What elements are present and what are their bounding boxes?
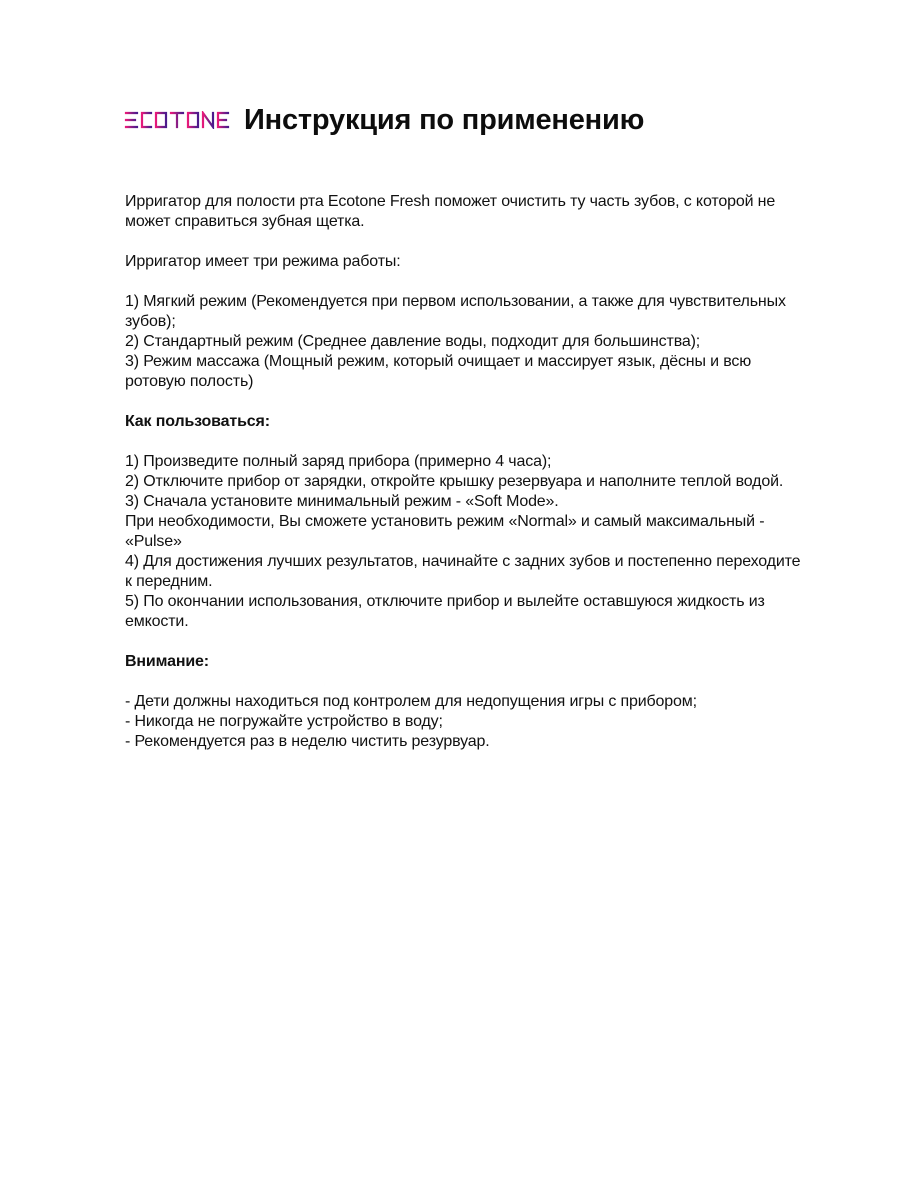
usage-step: 1) Произведите полный заряд прибора (примерно 4 часа); (125, 453, 552, 470)
usage-step: 5) По окончании использования, отключите прибор и вылейте оставшуюся жидкость из емкости. (125, 593, 765, 630)
intro-paragraph: Ирригатор для полости рта Ecotone Fresh поможет очистить ту часть зубов, с которой не может справиться зубная щетка. (125, 193, 776, 230)
modes-intro: Ирригатор имеет три режима работы: (125, 253, 401, 270)
usage-step: 4) Для достижения лучших результатов, начинайте с задних зубов и постепенно переходите к передним. (125, 553, 801, 590)
warning-item: - Рекомендуется раз в неделю чистить резурвуар. (125, 733, 490, 750)
usage-step: При необходимости, Вы сможете установить режим «Normal» и самый максимальный - «Pulse» (125, 513, 765, 550)
usage-heading: Как пользоваться: (125, 413, 270, 430)
warning-item: - Дети должны находиться под контролем для недопущения игры с прибором; (125, 693, 697, 710)
document-body (125, 192, 805, 752)
mode-item: 3) Режим массажа (Мощный режим, который очищает и массирует язык, дёсны и всю ротовую полость) (125, 353, 752, 390)
document-header (124, 98, 644, 142)
ecotone-logo (124, 111, 230, 129)
usage-step: 2) Отключите прибор от зарядки, откройте крышку резервуара и наполните теплой водой. (125, 473, 784, 490)
warning-item: - Никогда не погружайте устройство в воду; (125, 713, 443, 730)
mode-item: 1) Мягкий режим (Рекомендуется при первом использовании, а также для чувствительных зубов); (125, 293, 786, 330)
mode-item: 2) Стандартный режим (Среднее давление воды, подходит для большинства); (125, 333, 701, 350)
usage-step: 3) Сначала установите минимальный режим - «Soft Mode». (125, 493, 559, 510)
warning-heading: Внимание: (125, 653, 209, 670)
modes-list (125, 292, 805, 392)
page-title: Инструкция по применению (244, 104, 645, 136)
warning-list (125, 692, 805, 752)
usage-steps (125, 452, 805, 632)
